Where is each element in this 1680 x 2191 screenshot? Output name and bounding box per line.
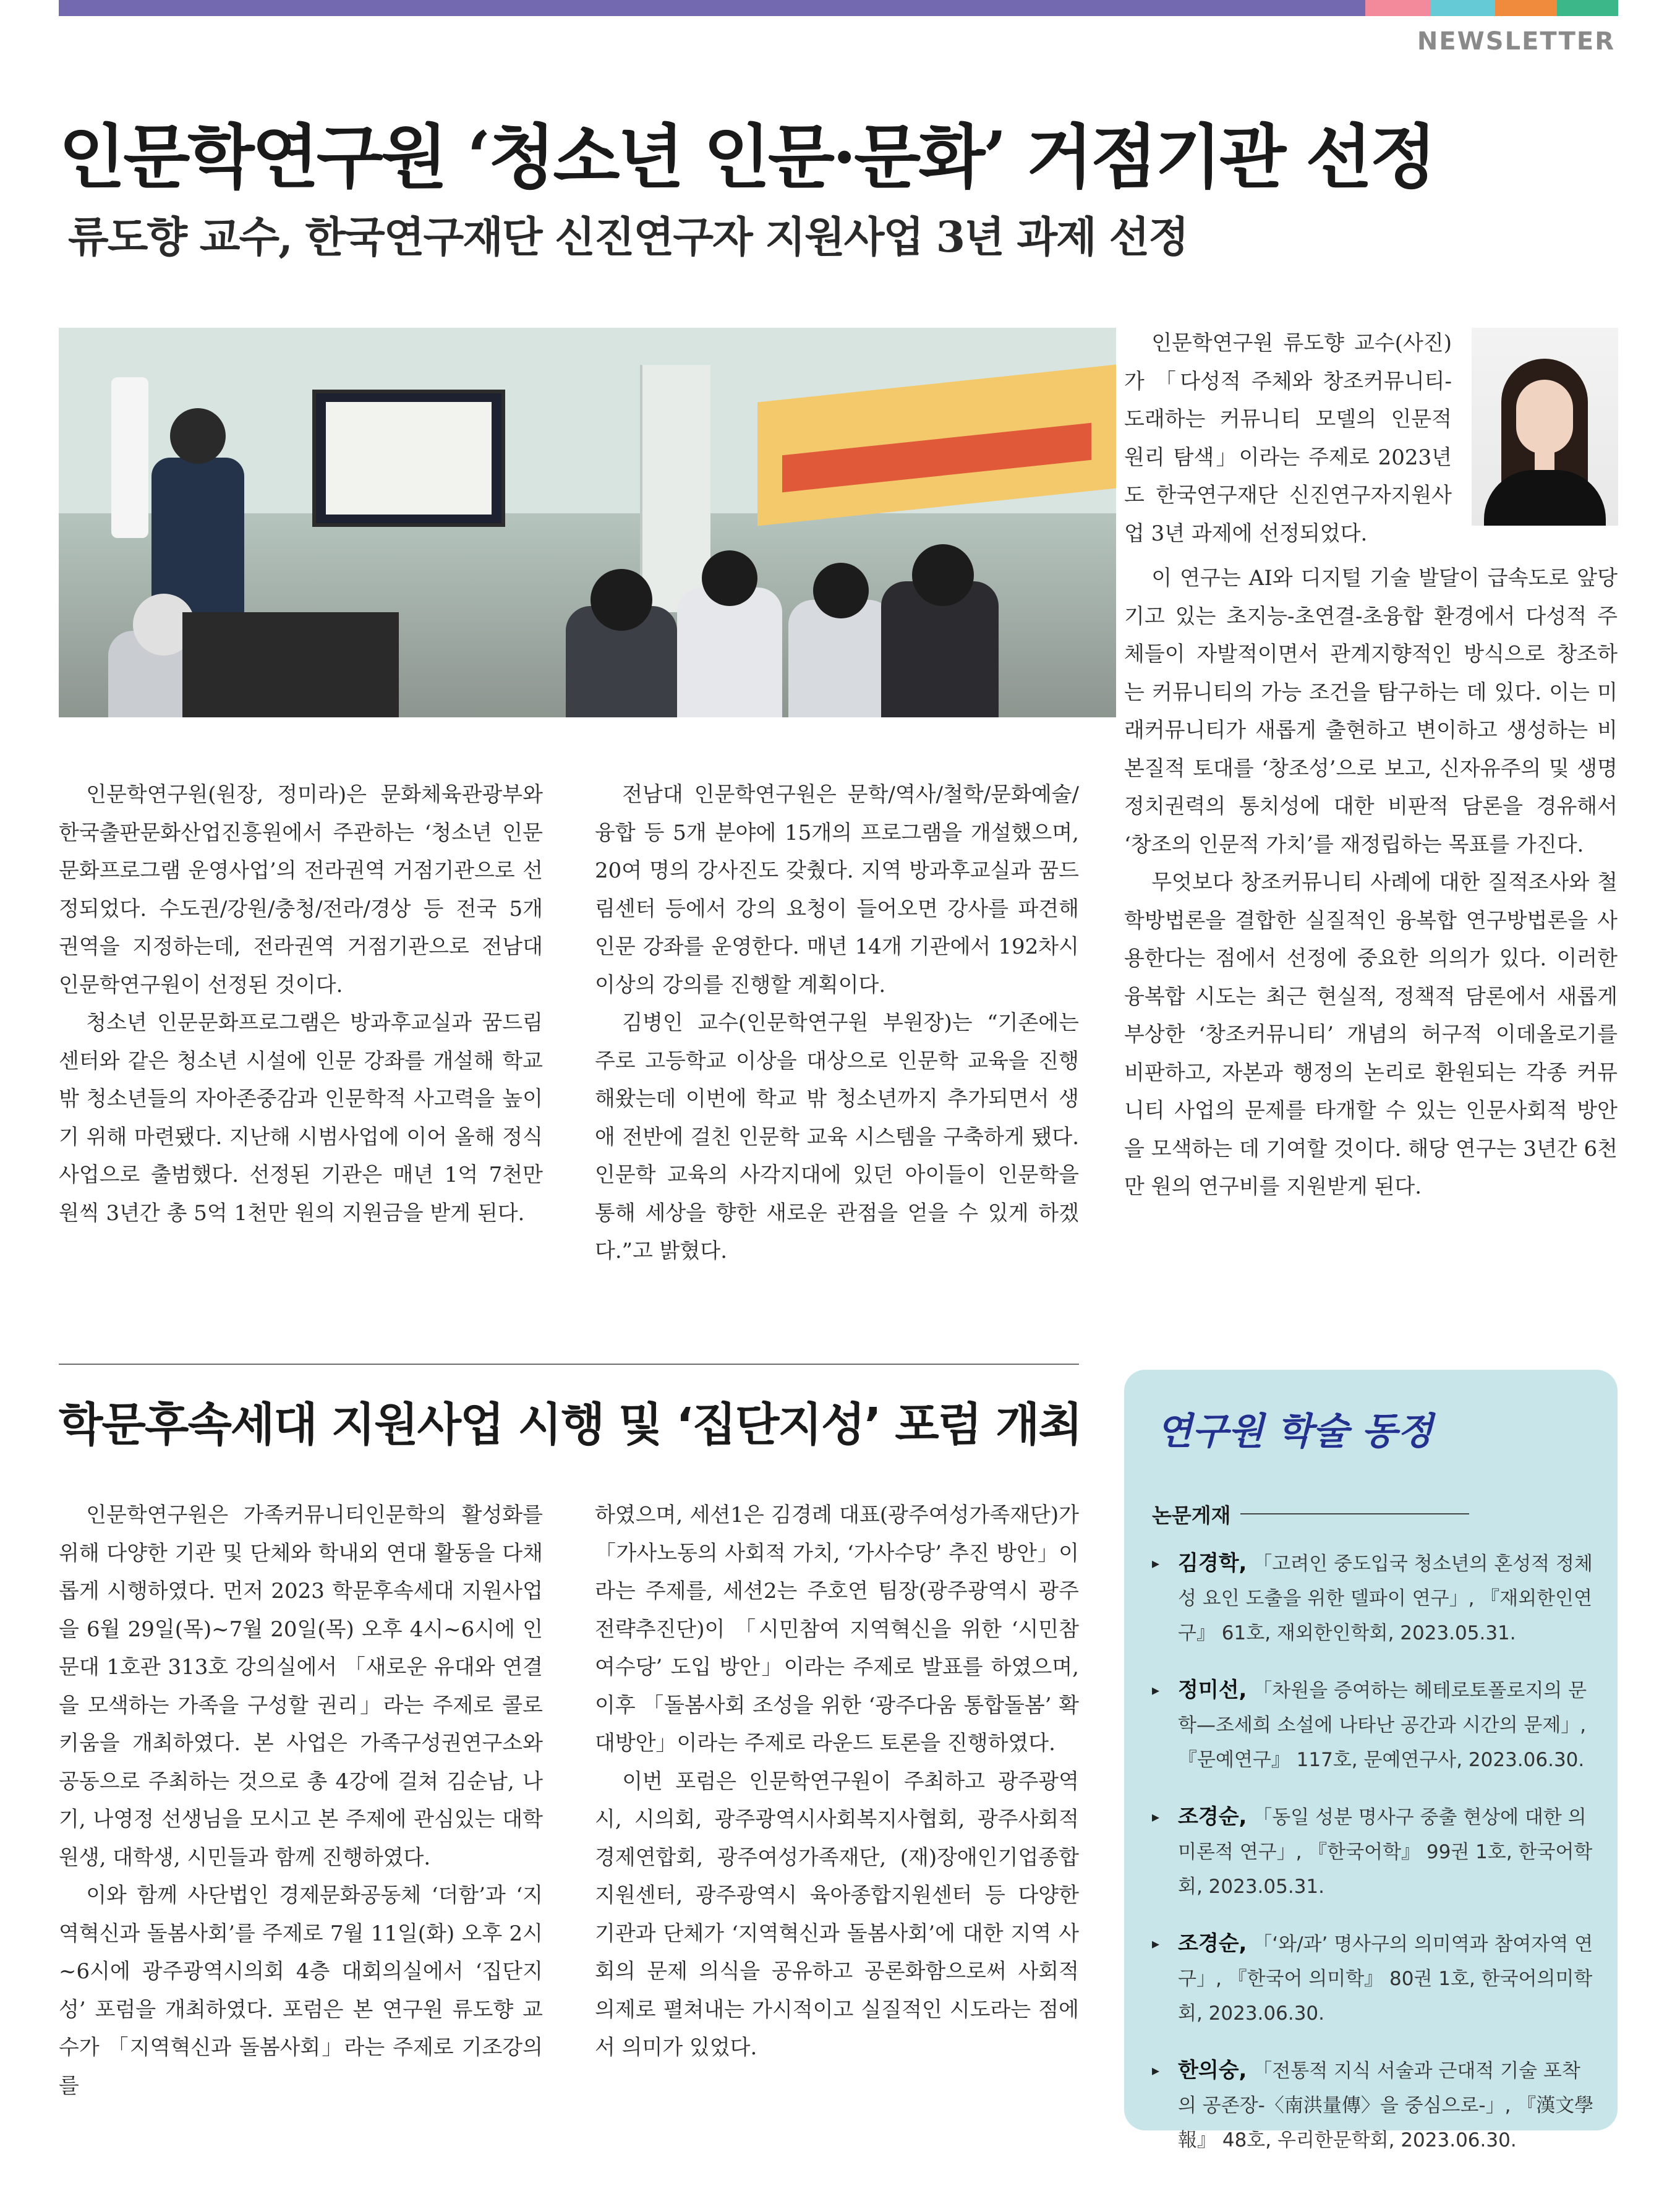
paragraph: 인문학연구원 류도향 교수(사진)가 「다성적 주체와 창조커뮤니티-도래하는 커뮤니티 모델의 인문적 원리 탐색」이라는 주제로 2023년도 한국연구재단 신진연구자지원사업 3년 과제에 선정되었다. xyxy=(1124,331,1452,546)
publication-author: 한의숭, xyxy=(1178,2058,1247,2083)
photo-banner-strip xyxy=(782,423,1091,493)
publication-item xyxy=(1152,1673,1597,1777)
publication-item xyxy=(1152,1546,1597,1651)
publication-author: 김경학, xyxy=(1178,1551,1247,1576)
article2-column-1 xyxy=(59,1497,543,2105)
publication-citation: 「‘와/과’ 명사구의 의미역과 참여자역 연구」, 『한국어 의미학』 80권 1호, 한국어의미학회, 2023.06.30. xyxy=(1178,1933,1593,2025)
topbar-segment-pink xyxy=(1365,0,1430,16)
photo-tv-screen xyxy=(312,390,505,527)
article1-column-3-top xyxy=(1124,325,1452,553)
topbar-segment-orange xyxy=(1495,0,1557,16)
publication-author: 조경순, xyxy=(1178,1931,1247,1956)
paragraph: 전남대 인문학연구원은 문학/역사/철학/문화예술/융합 등 5개 분야에 15개의 프로그램을 개설했으며, 20여 명의 강사진도 갖췄다. 지역 방과후교실과 꿈드림센터 등에서 강의 요청이 들어오면 강사를 파견해 인문 강좌를 운영한다. 매년 14개 기관에서 192차시 이상의 강의를 진행할 계획이다. xyxy=(595,782,1079,997)
article-subtitle: 류도향 교수, 한국연구재단 신진연구자 지원사업 3년 과제 선정 xyxy=(68,213,1188,262)
topbar-segment-purple xyxy=(59,0,1365,16)
publication-item xyxy=(1152,1926,1597,2031)
section-divider xyxy=(59,1364,1079,1365)
photo-teacher-head xyxy=(170,408,226,464)
photo-monitor xyxy=(182,612,399,717)
paragraph: 이와 함께 사단법인 경제문화공동체 ‘더함’과 ‘지역혁신과 돌봄사회’를 주제로 7월 11일(화) 오후 2시~6시에 광주광역시의회 4층 대회의실에서 ‘집단지성’ 포럼을 개최하였다. 포럼은 본 연구원 류도향 교수가 「지역혁신과 돌봄사회」라는 주제로 기조강의를 xyxy=(59,1883,543,2098)
publication-item xyxy=(1152,1800,1597,1904)
photo-slide xyxy=(326,402,492,515)
publication-author: 조경순, xyxy=(1178,1804,1247,1829)
publication-citation: 「차원을 증여하는 헤테로토폴로지의 문학—조세희 소설에 나타난 공간과 시간의 문제」, 『문예연구』 117호, 문예연구사, 2023.06.30. xyxy=(1178,1680,1587,1771)
photo-air-purifier xyxy=(111,377,148,538)
article-title: 인문학연구원 ‘청소년 인문·문화’ 거점기관 선정 xyxy=(59,117,1435,198)
portrait-face xyxy=(1516,380,1573,454)
paragraph: 무엇보다 창조커뮤니티 사례에 대한 질적조사와 철학방법론을 결합한 실질적인 융복합 연구방법론을 사용한다는 점에서 선정에 중요한 의의가 있다. 이러한 융복합 시도는 최근 현실적, 정책적 담론에서 새롭게 부상한 ‘창조커뮤니티’ 개념의 허구적 이데올로기를 비판하고, 자본과 행정의 논리로 환원되는 각종 커뮤니티 사업의 문제를 타개할 수 있는 인문사회적 방안을 모색하는 데 기여할 것이다. 해당 연구는 3년간 6천만 원의 연구비를 지원받게 된다. xyxy=(1124,870,1618,1199)
triangle-bullet-icon: ▸ xyxy=(1152,1681,1160,1699)
publication-list xyxy=(1152,1546,1597,2180)
top-color-bar xyxy=(59,0,1618,16)
photo-student-head xyxy=(912,544,974,606)
paragraph: 하였으며, 세션1은 김경례 대표(광주여성가족재단)가 「가사노동의 사회적 가치, ‘가사수당’ 추진 방안」이라는 주제를, 세션2는 주호연 팀장(광주광역시 광주전략추진단)이 「시민참여 지역혁신을 위한 ‘시민참여수당’ 도입 방안」이라는 주제로 발표를 하였으며, 이후 「돌봄사회 조성을 위한 ‘광주다움 통합돌봄’ 확대방안」이라는 주제로 라운드 토론을 진행하였다. xyxy=(595,1503,1079,1756)
paragraph: 인문학연구원은 가족커뮤니티인문학의 활성화를 위해 다양한 기관 및 단체와 학내외 연대 활동을 다채롭게 시행하였다. 먼저 2023 학문후속세대 지원사업을 6월 29일(목)~7월 20일(목) 오후 4시~6시에 인문대 1호관 313호 강의실에서 「새로운 유대와 연결을 모색하는 가족을 구성할 권리」라는 주제로 콜로키움을 개최하였다. 본 사업은 가족구성권연구소와 공동으로 주최하는 것으로 총 4강에 걸쳐 김순남, 나기, 나영정 선생님을 모시고 본 주제에 관심있는 대학원생, 대학생, 시민들과 함께 진행하였다. xyxy=(59,1503,543,1870)
photo-student xyxy=(677,587,782,717)
paragraph: 이 연구는 AI와 디지털 기술 발달이 급속도로 앞당기고 있는 초지능-초연결-초융합 환경에서 다성적 주체들이 자발적이면서 관계지향적인 방식으로 창조하는 커뮤니티의 가능 조건을 탐구하는 데 있다. 이는 미래커뮤니티가 새롭게 출현하고 변이하고 생성하는 비본질적 토대를 ‘창조성’으로 보고, 신자유주의 및 생명정치권력의 통치성에 대한 비판적 담론을 경유해서 ‘창조의 인문적 가치’를 재정립하는 목표를 가진다. xyxy=(1124,566,1618,857)
article2-column-2 xyxy=(595,1497,1079,2067)
article2-title: 학문후속세대 지원사업 시행 및 ‘집단지성’ 포럼 개최 xyxy=(59,1398,1081,1451)
professor-portrait xyxy=(1472,328,1618,526)
research-activity-sidebar xyxy=(1124,1370,1618,2151)
publication-item xyxy=(1152,2053,1597,2158)
triangle-bullet-icon: ▸ xyxy=(1152,2062,1160,2079)
topbar-segment-green xyxy=(1557,0,1618,16)
paragraph: 청소년 인문문화프로그램은 방과후교실과 꿈드림센터와 같은 청소년 시설에 인문 강좌를 개설해 학교 밖 청소년들의 자아존중감과 인문학적 사고력을 높이기 위해 마련됐다. 지난해 시범사업에 이어 올해 정식 사업으로 출범했다. 선정된 기관은 매년 1억 7천만 원씩 3년간 총 5억 1천만 원의 지원금을 받게 된다. xyxy=(59,1010,543,1226)
photo-student-head xyxy=(813,563,869,618)
triangle-bullet-icon: ▸ xyxy=(1152,1808,1160,1826)
topbar-segment-cyan xyxy=(1430,0,1495,16)
triangle-bullet-icon: ▸ xyxy=(1152,1555,1160,1572)
article1-column-3 xyxy=(1124,560,1618,1207)
article1-column-1 xyxy=(59,776,543,1232)
sidebar-heading: 연구원 학술 동정 xyxy=(1156,1410,1433,1453)
publication-citation: 「전통적 지식 서술과 근대적 기술 포착의 공존장-〈南洪量傳〉을 중심으로-」, 『漢文學報』 48호, 우리한문학회, 2023.06.30. xyxy=(1178,2060,1594,2151)
sidebar-subheading-rule xyxy=(1240,1513,1469,1514)
classroom-photo xyxy=(59,328,1116,717)
publication-citation: 「고려인 중도입국 청소년의 혼성적 정체성 요인 도출을 위한 델파이 연구」, 『재외한인연구』 61호, 재외한인학회, 2023.05.31. xyxy=(1178,1553,1593,1644)
paragraph: 이번 포럼은 인문학연구원이 주최하고 광주광역시, 시의회, 광주광역시사회복지사협회, 광주사회적경제연합회, 광주여성가족재단, (재)장애인기업종합지원센터, 광주광역시 육아종합지원센터 등 다양한 기관과 단체가 ‘지역혁신과 돌봄사회’에 대한 지역 사회의 문제 의식을 공유하고 공론화함으로써 사회적 의제로 펼쳐내는 가시적이고 실질적인 시도라는 점에서 의미가 있었다. xyxy=(595,1769,1079,2060)
photo-student-head xyxy=(702,550,757,606)
publication-citation: 「동일 성분 명사구 중출 현상에 대한 의미론적 연구」, 『한국어학』 99권 1호, 한국어학회, 2023.05.31. xyxy=(1178,1806,1593,1898)
paragraph: 인문학연구원(원장, 정미라)은 문화체육관광부와 한국출판문화산업진흥원에서 주관하는 ‘청소년 인문문화프로그램 운영사업’의 전라권역 거점기관으로 선정되었다. 수도권/강원/충청/전라/경상 등 전국 5개 권역을 지정하는데, 전라권역 거점기관으로 전남대 인문학연구원이 선정된 것이다. xyxy=(59,782,543,997)
triangle-bullet-icon: ▸ xyxy=(1152,1935,1160,1952)
photo-student-head xyxy=(591,569,652,631)
paragraph: 김병인 교수(인문학연구원 부원장)는 “기존에는 주로 고등학교 이상을 대상으로 인문학 교육을 진행해왔는데 이번에 학교 밖 청소년까지 추가되면서 생애 전반에 걸친 인문학 교육 시스템을 구축하게 됐다. 인문학 교육의 사각지대에 있던 아이들이 인문학을 통해 세상을 향한 새로운 관점을 얻을 수 있게 하겠다.”고 밝혔다. xyxy=(595,1010,1079,1263)
publication-author: 정미선, xyxy=(1178,1678,1247,1702)
newsletter-label: NEWSLETTER xyxy=(1417,27,1615,56)
article1-column-2 xyxy=(595,776,1079,1271)
sidebar-subheading: 논문게재 xyxy=(1152,1503,1231,1527)
